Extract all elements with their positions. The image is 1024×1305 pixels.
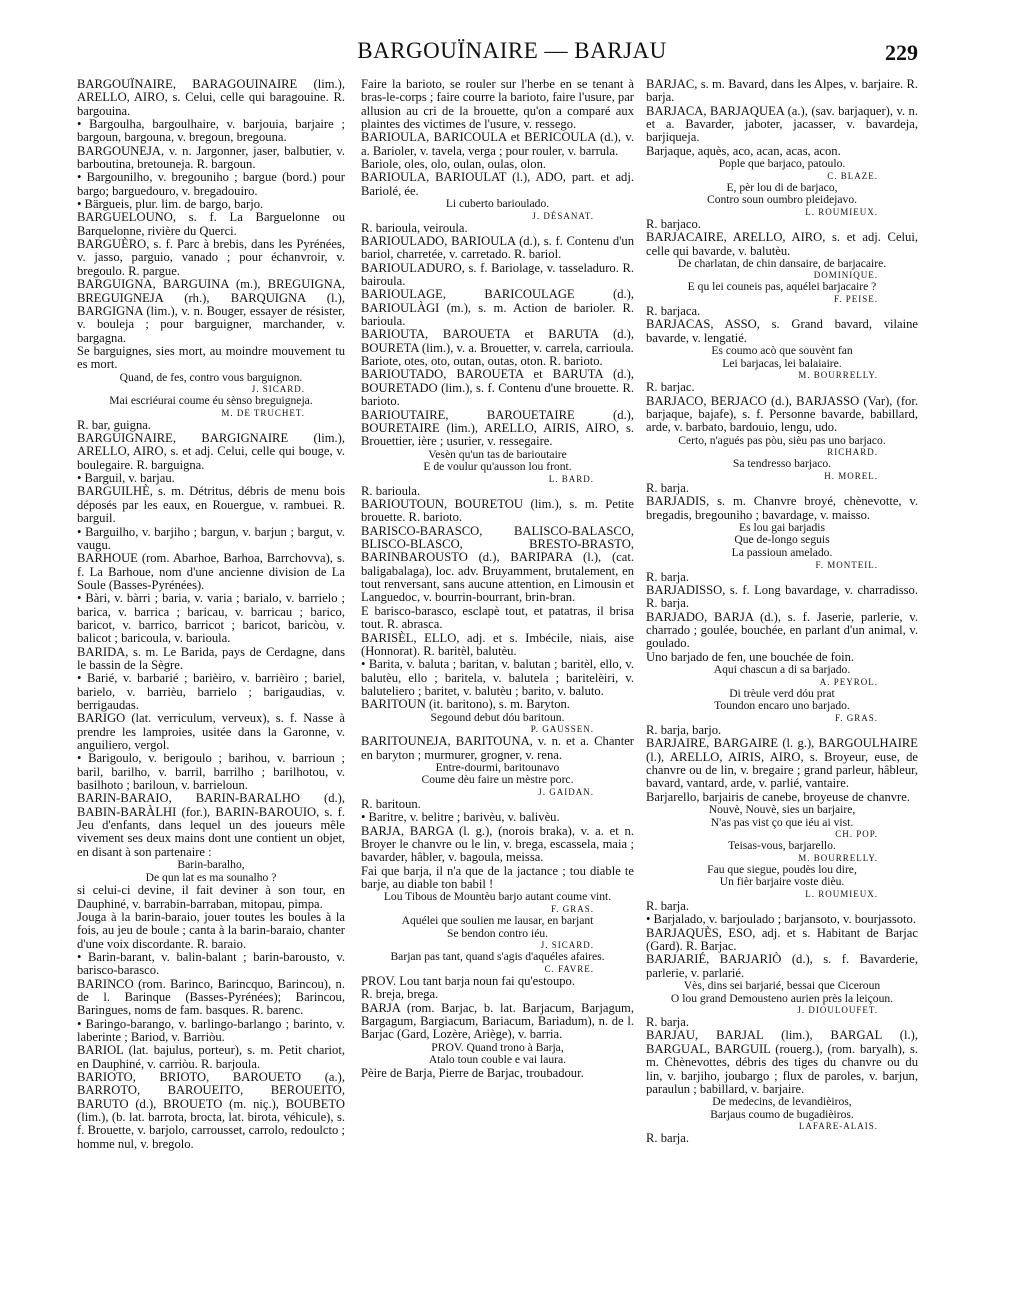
entry: Jouga à la barin-baraio, jouer toutes les boules à la fois, au jeu de boule ; canta à la barin-baraio, chanter d'une voix discordante. R. baraio.: [77, 909, 345, 951]
quote-line: Se bendon contro iéu.: [446, 926, 549, 940]
running-title: BARGOUÏNAIRE — BARJAU: [357, 38, 667, 63]
quote-author: DOMINIQUE.: [813, 270, 878, 281]
quote-line: De qun lat es ma sounalho ?: [145, 870, 277, 884]
entry: BARGUÈRO, s. f. Parc à brebis, dans les Pyrénées, v. jasso, parguio, vanado ; pour échanvroir, v. bregoulo. R. pargue.: [77, 237, 345, 278]
quote-line: Lei barjacas, lei balaiaire.: [722, 356, 842, 370]
entry: R. barjaca.: [646, 304, 701, 319]
quote-line: Barjan pas tant, quand s'agis d'aquéles afaires.: [390, 950, 605, 964]
quote-author: J. SICARD.: [540, 940, 594, 951]
entry: R. barioula.: [361, 483, 421, 498]
page-number: 229: [885, 40, 918, 65]
entry: Fai que barja, il n'a que de la jactance ; tou diable te barje, au diable ton babil !: [361, 863, 634, 892]
quote-line: Di trèule verd dóu prat: [729, 686, 835, 700]
quote-author: A. PEYROL.: [819, 676, 878, 687]
quote-line: Que de-longo seguis: [734, 533, 830, 547]
entry: • Barigoulo, v. berigoulo ; barihou, v. barrioun ; baril, barilho, v. barril, barrilho ; barilhotou, v. basilhoto ; bariloun, v. barrieloun.: [77, 751, 345, 793]
quote-author: C. FAVRE.: [544, 963, 594, 974]
quote-line: Entre-dourmi, baritounavo: [435, 760, 560, 774]
quote-author: P. GAUSSEN.: [530, 724, 594, 735]
quote-line: E qu lei couneis pas, aquélei barjacaire ?: [687, 280, 877, 294]
entry: BARGUIGNA, BARGUINA (m.), BREGUIGNA, BREGUIGNEJA (rh.), BARQUIGNA (l.), BARGIGNA (lim.), v. n. Bouger, essayer de résister, v. bouleja ; pour barguigner, marchander, v. bargagna.: [77, 277, 345, 345]
entry: • Barjalado, v. barjoulado ; barjansoto, v. bourjassoto.: [646, 912, 916, 927]
entry: E barisco-barasco, esclapè tout, et patatras, il brisa tout. R. abrasca.: [361, 603, 634, 632]
quote-author: L. ROUMIEUX.: [805, 206, 878, 217]
entry: R. barioula, veiroula.: [361, 220, 468, 235]
entry: Uno barjado de fen, une bouchée de foin.: [646, 649, 855, 664]
quote-author: L. BARD.: [548, 473, 594, 484]
entry: • Bargounilho, v. bregouniho ; bargue (bord.) pour bargo; barguedouro, v. bregadouiro.: [77, 170, 345, 198]
entry: BARIOULA, BARICOULA et BERICOULA (d.), v. a. Barioler, v. tavela, verga ; pour rouler, v. barrula.: [361, 130, 634, 158]
entry: • Barita, v. baluta ; baritan, v. balutan ; baritèl, ello, v. balutèu, ello ; baritela, v. balutela ; baritelèiri, v. baluteliero ; baritet, v. balutèu ; barito, v. baluto.: [361, 657, 634, 698]
quote-line: Li cuberto barioulado.: [445, 197, 550, 211]
quote-author: H. MOREL.: [824, 470, 878, 481]
entry: BARJADIS, s. m. Chanvre broyé, chènevotte, v. bregadis, bregouniho ; bavardage, v. maisso.: [646, 494, 918, 522]
entry: BARISÈL, ELLO, adj. et s. Imbécile, niais, aise (Honnorat). R. baritèl, balutèu.: [361, 630, 634, 658]
quote-line: Nouvè, Nouvè, sies un barjaire,: [708, 802, 856, 816]
entry: BARIOULAGE, BARICOULAGE (d.), BARIOULÀGI (m.), s. m. Action de barioler. R. barioula.: [361, 287, 634, 329]
quote-line: De charlatan, de chin dansaire, de barjacaire.: [677, 256, 887, 270]
entry: BARJA (rom. Barjac, b. lat. Barjacum, Barjagum, Bargagum, Bargiacum, Bariacum, Bariadum), n. de l. Barjac (Gard, Lozère, Ariège), v. barria.: [361, 1000, 634, 1042]
entry: • Bàri, v. bàrri ; baria, v. varia ; barialo, v. barrielo ; barica, v. barrica ; baricau, v. barricau ; barico, baricot, v. barrico, barricot ; baricot, baricòu, v. balicot ; baricoula, v. barioula.: [77, 591, 345, 646]
quote-line: Es lou gai barjadis: [739, 520, 825, 534]
column-1: [77, 78, 345, 1151]
quote-line: Es coumo acò que souvènt fan: [711, 344, 853, 358]
quote-line: Sa tendresso barjaco.: [732, 457, 832, 471]
entry: R. barja.: [646, 1015, 690, 1030]
entry: Barjaque, aquès, aco, acan, acas, acon.: [646, 143, 841, 158]
entry: R. barjac.: [646, 380, 695, 395]
quote-line: Quand, de fes, contro vous barguignon.: [119, 370, 303, 384]
entry: Bariote, otes, oto, outan, outas, oton. R. barioto.: [361, 354, 603, 369]
quote-line: Un fièr barjaire voste dièu.: [719, 875, 845, 889]
entry: BARHOUE (rom. Abarhoe, Barhoa, Barrchovva), s. f. La Barhoue, nom d'une ancienne division de La Soule (Basses-Pyrénées).: [77, 551, 345, 592]
quote-line: O lou grand Demousteno aurien près la leiçoun.: [670, 991, 894, 1005]
quote-line: La passioun amelado.: [731, 546, 833, 560]
quote-author: F. GRAS.: [834, 712, 878, 723]
entry: BARGUIGNAIRE, BARGIGNAIRE (lim.), ARELLO, AIRO, s. et adj. Celui, celle qui bouge, v. boulegaire. R. barguigna.: [77, 431, 345, 472]
entry: • Barguilho, v. barjiho ; bargun, v. barjun ; bargut, v. vaugu.: [77, 524, 345, 552]
entry: • Baritre, v. belitre ; barivèu, v. balivèu.: [361, 810, 560, 825]
entry: BARISCO-BARASCO, BALISCO-BALASCO, BLISCO-BLASCO, BRESTO-BRASTO, BARINBAROUSTO (d.), BARIPARA (l.), (cat. baligabalaga), loc. adv. Bruyamment, brutalement, en tout renversant, sans aucune attention, en Limousin et Languedoc, v. bourrin-bourrant, brin-bran.: [361, 523, 634, 605]
entry: BARIOUTOUN, BOURETOU (lim.), s. m. Petite brouette. R. barioto.: [361, 497, 634, 525]
entry: BARGUILHÈ, s. m. Détritus, débris de menu bois déposés par les eaux, en Rouergue, v. rambuei. R. barguil.: [77, 484, 345, 526]
quote-line: Atalo toun couble e vai laura.: [428, 1053, 567, 1067]
entry: R. barja.: [646, 898, 690, 913]
entry: BARJAIRE, BARGAIRE (l. g.), BARGOULHAIRE (l.), ARELLO, AIRIS, AIRO, s. Broyeur, euse, de chanvre ou de lin, v. bregaire ; grand parleur, hâbleur, bavard, vantard, arde, v. parlié, vantaire.: [646, 736, 918, 791]
entry: • Barin-barant, v. balin-balant ; barin-barousto, v. barisco-barasco.: [77, 950, 345, 978]
quote-author: J. DIOULOUFET.: [797, 1005, 878, 1016]
entry: • Barguil, v. barjau.: [77, 471, 175, 486]
entry: BARGOUNEJA, v. n. Jargonner, jaser, balbutier, v. barboutina, bretouneja. R. bargoun.: [77, 143, 345, 172]
entry: Barjarello, barjairis de canebe, broyeuse de chanvre.: [646, 789, 910, 804]
entry: Bariole, oles, olo, oulan, oulas, olon.: [361, 157, 547, 172]
quote-author: L. ROUMIEUX.: [805, 888, 878, 899]
entry: BARITOUNEJA, BARITOUNA, v. n. et a. Chanter en baryton ; murmurer, grogner, v. rena.: [361, 734, 634, 762]
entry: Faire la barioto, se rouler sur l'herbe en se tenant à bras-le-corps ; faire courre la barioto, faire l'usure, par allusion au cri de la brouette, qu'on a comparé aux plaintes des victimes de l'usure, v. ressego.: [361, 77, 634, 132]
entry: BARJADISSO, s. f. Long bavardage, v. charradisso. R. barja.: [646, 583, 918, 611]
quote-line: Teisas-vous, barjarello.: [728, 839, 836, 853]
page-header: [0, 38, 1024, 68]
quote-line: Fau que siegue, poudès lou dire,: [707, 862, 857, 876]
quote-line: Lou Tibous de Mountèu barjo autant coume vint.: [383, 890, 612, 904]
entry: BARIOULA, BARIOULAT (l.), ADO, part. et adj. Bariolé, ée.: [361, 170, 634, 198]
quote-line: Barjaus coumo de bugadièiros.: [710, 1107, 854, 1121]
entry: BARIDA, s. m. Le Barida, pays de Cerdagne, dans le bassin de la Sègre.: [77, 644, 345, 672]
quote-author: RICHARD.: [827, 447, 878, 458]
entry: • Bargoulha, bargoulhaire, v. barjouia, barjaire ; bargoun, bargouna, v. bregoun, bregouna.: [77, 117, 345, 145]
quote-line: E de voulur qu'ausson lou front.: [423, 460, 572, 474]
entry: R. barja.: [646, 480, 690, 495]
quote-line: Vès, dins sei barjarié, bessai que Ciceroun: [683, 978, 881, 992]
quote-author: F. GRAS.: [550, 904, 594, 915]
entry: BARJACAIRE, ARELLO, AIRO, s. et adj. Celui, celle qui bavarde, v. balutèu.: [646, 230, 918, 258]
entry: si celui-ci devine, il fait deviner à son tour, en Dauphiné, v. barrabin-barraban, mitopau, pimpa.: [77, 883, 345, 911]
quote-line: Barin-baralho,: [177, 858, 245, 872]
quote-line: Coume dèu faire un mèstre porc.: [421, 773, 574, 787]
quote-line: Contro soun oumbro pleidejavo.: [706, 193, 858, 207]
entry: BARIOL (lat. bajulus, porteur), s. m. Petit chariot, en Dauphiné, v. carriòu. R. barjoula.: [77, 1043, 345, 1071]
entry: • Barié, v. barbarié ; barièiro, v. barrièiro ; bariel, barielo, v. barrièu, barrielo ; barigaudias, v. berrigaudas.: [77, 671, 345, 712]
entry: PROV. Lou tant barja noun fai qu'estoupo.: [361, 973, 576, 988]
quote-author: F. PEISE.: [833, 294, 878, 305]
entry: BARITOUN (it. baritono), s. m. Baryton.: [361, 697, 570, 712]
quote-line: Certo, n'agués pas pòu, sièu pas uno barjaco.: [678, 433, 886, 447]
quote-author: C. BLAZE.: [827, 170, 878, 181]
entry: R. bar, guigna.: [77, 417, 151, 432]
entry: Se barguignes, sies mort, au moindre mouvement tu es mort.: [77, 343, 345, 372]
entry: BARJARIÉ, BARJARIÒ (d.), s. f. Bavarderie, parlerie, v. parlarié.: [646, 952, 918, 980]
quote-line: Aquélei que soulien me lausar, en barjant: [401, 914, 594, 928]
quote-author: J. DÉSANAT.: [532, 210, 594, 221]
entry: • Baringo-barango, v. barlingo-barlango ; barinto, v. laberinte ; Bariod, v. Barriòu.: [77, 1016, 345, 1045]
quote-line: Aqui chascun a di sa barjado.: [713, 663, 851, 677]
entry: R. baritoun.: [361, 797, 421, 812]
column-2: [361, 78, 634, 1080]
entry: BARJA, BARGA (l. g.), (norois braka), v. a. et n. Broyer le chanvre ou le lin, v. brega, escassela, maia ; bavarder, hâbler, v. bagoula, meissa.: [361, 823, 634, 865]
entry: BARIGO (lat. verriculum, verveux), s. f. Nasse à prendre les lamproies, usitée dans la Garonne, v. anguiliero, vergol.: [77, 711, 345, 752]
entry: BARJACAS, ASSO, s. Grand bavard, vilaine bavarde, v. lengatié.: [646, 317, 918, 345]
quote-line: Pople que barjaco, patoulo.: [718, 157, 846, 171]
quote-line: N'as pas vist ço que iéu ai vist.: [710, 815, 854, 829]
entry: BARIOUTADO, BAROUETA et BARUTA (d.), BOURETADO (lim.), s. f. Contenu d'une brouette. R. barioto.: [361, 367, 634, 409]
entry: BARIOTO, BRIOTO, BAROUETO (a.), BARROTO, BAROUEITO, BEROUEITO, BARUTO (d.), BROUETO (m. niç.), BOUBETO (lim.), (b. lat. barrota, brocta, lat. birota, véhicule), s. f. Brouette, v. barjolo, carrousset, carrolo, redoulcto ; homme nul, v. bregolo.: [77, 1070, 345, 1151]
quote-line: Toundon encaro uno barjado.: [714, 699, 850, 713]
quote-line: Segound debut dóu baritoun.: [430, 710, 565, 724]
quote-line: Mai escriéurai coume éu sènso breguigneja.: [109, 394, 313, 408]
quote-line: PROV. Quand trono à Barja,: [431, 1040, 564, 1054]
quote-author: M. BOURRELLY.: [798, 852, 878, 863]
entry: BARIOULADO, BARIOULA (d.), s. f. Contenu d'un bariol, charretée, v. carretado. R. bariol.: [361, 234, 634, 262]
entry: BARIOUTA, BAROUETA et BARUTA (d.), BOURETA (lim.), v. a. Brouetter, v. carrela, carrioula.: [361, 327, 634, 355]
entry: BARIOUTAIRE, BAROUETAIRE (d.), BOURETAIRE (lim.), ARELLO, AIRIS, AIRO, s. Brouettier, ière ; usurier, v. ressegaire.: [361, 407, 634, 449]
entry: BARGOUÏNAIRE, BARAGOUINAIRE (lim.), ARELLO, AIRO, s. Celui, celle qui baragouine. R. bargouina.: [77, 77, 345, 118]
quote-author: J. GAIDAN.: [538, 787, 594, 798]
column-3: [646, 78, 918, 1146]
entry: BARJADO, BARJA (d.), s. f. Jaserie, parlerie, v. charrado ; goulée, bouchée, en parlant d'un animal, v. goulado.: [646, 609, 918, 651]
quote-author: J. SICARD.: [251, 384, 305, 395]
entry: BARIN-BARAIO, BARIN-BARALHO (d.), BABIN-BARÀLHI (for.), BARIN-BAROUIO, s. f. Jeu d'enfants, dans lequel un des joueurs mêle vivement ses deux mains dont une contient un objet, en disant à son partenaire :: [77, 791, 345, 859]
quote-line: E, pèr lou di de barjaco,: [726, 180, 838, 194]
entry: BARJACO, BERJACO (d.), BARJASSO (Var), (for. barjaque, bajafe), s. f. Personne bavarde, babillard, arde, v. barbato, bardouio, lengu, udo.: [646, 393, 918, 435]
quote-author: M. BOURRELLY.: [798, 370, 878, 381]
entry: BARIOULADURO, s. f. Bariolage, v. tasseladuro. R. bairoula.: [361, 260, 634, 289]
entry: R. breja, brega.: [361, 987, 439, 1002]
entry: Pèire de Barja, Pierre de Barjac, troubadour.: [361, 1065, 584, 1080]
quote-author: F. MONTEIL.: [815, 559, 878, 570]
quote-author: M. DE TRUCHET.: [221, 407, 305, 418]
entry: R. barja.: [646, 569, 690, 584]
entry: R. barja, barjo.: [646, 722, 722, 737]
quote-author: CH. POP.: [835, 829, 878, 840]
quote-line: De medecins, de levandièiros,: [712, 1095, 852, 1109]
entry: BARGUELOUNO, s. f. La Barguelonne ou Barquelonne, rivière du Querci.: [77, 210, 345, 238]
entry: • Bärgueis, plur. lim. de bargo, barjo.: [77, 197, 264, 212]
entry: R. barja.: [646, 1131, 690, 1146]
quote-line: Vesèn qu'un tas de barioutaire: [428, 447, 567, 461]
quote-author: LAFARE-ALAIS.: [798, 1121, 878, 1132]
entry: BARINCO (rom. Barinco, Barincquo, Barincou), n. de l. Barinque (Basses-Pyrénées); Barincou, Baringues, noms de fam. basques. R. barenc.: [77, 976, 345, 1018]
entry: R. barjaco.: [646, 216, 701, 231]
entry: BARJAC, s. m. Bavard, dans les Alpes, v. barjaire. R. barja.: [646, 77, 918, 105]
entry: BARJACA, BARJAQUEA (a.), (sav. barjaquer), v. n. et a. Bavarder, jaboter, jacasser, v. bavardeja, barjiqueja.: [646, 103, 918, 145]
entry: BARJAQUÈS, ESO, adj. et s. Habitant de Barjac (Gard). R. Barjac.: [646, 925, 918, 953]
entry: BARJAU, BARJAL (lim.), BARGAL (l.), BARGUAL, BARGUIL (rouerg.), (rom. baryalh), s. m. Chènevottes, débris des tiges du chanvre ou du lin, v. barjiho, joubargo ; flux de paroles, v. barjun, paraulun ; babillard, v. barjaire.: [646, 1028, 918, 1096]
